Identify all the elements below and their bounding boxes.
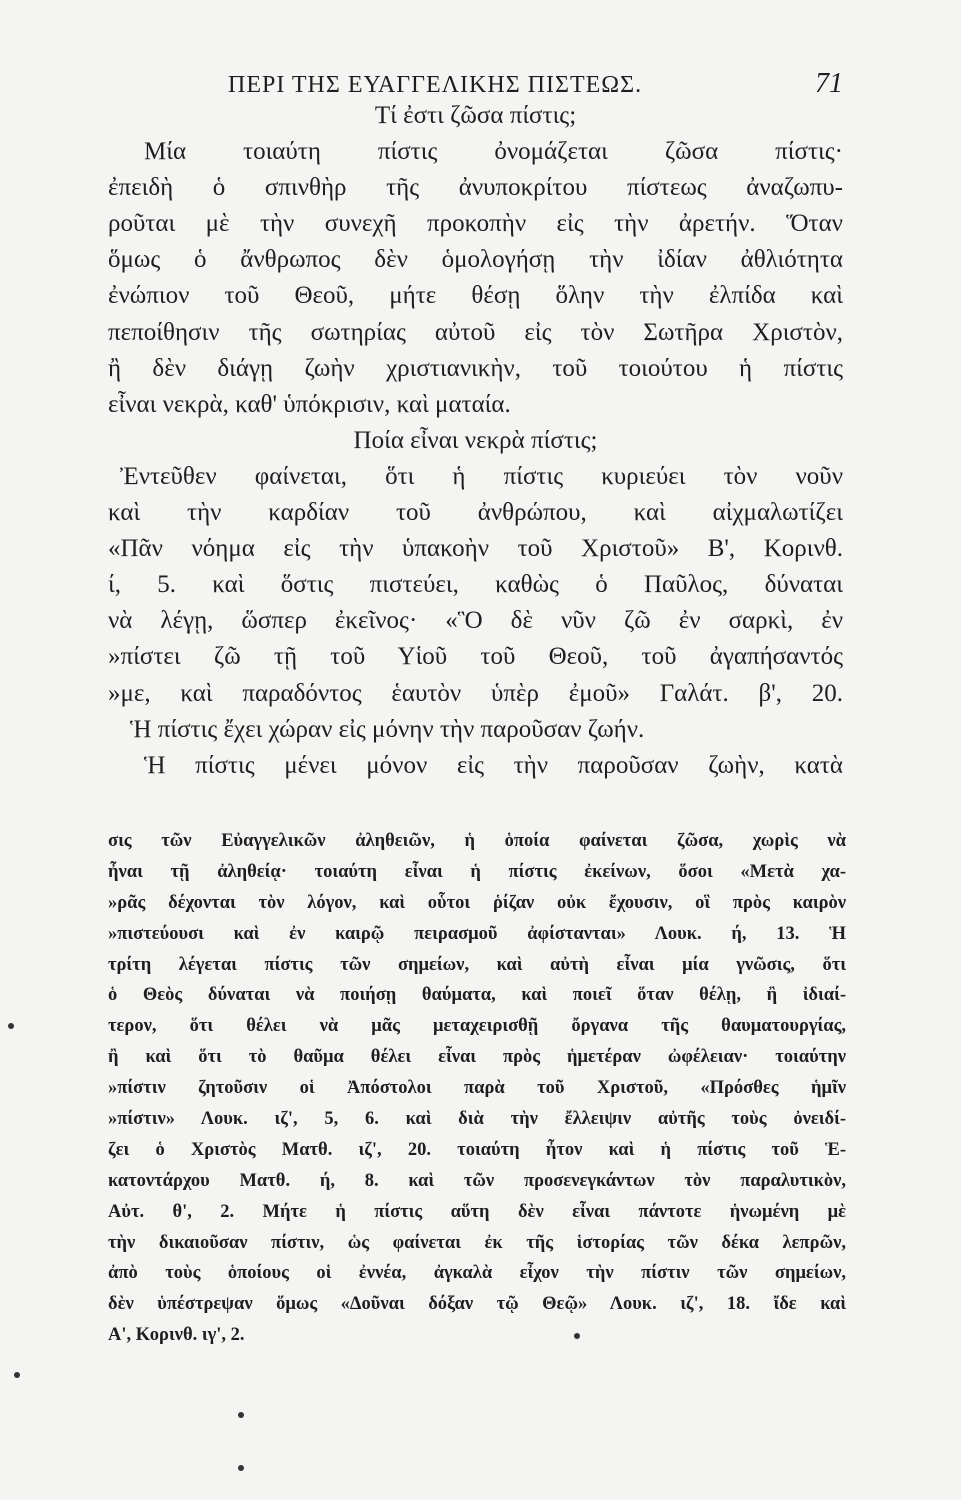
section-heading: Ἡ πίστις ἔχει χώραν εἰς μόνην τὴν παροῦσαν ζωήν. [130, 715, 645, 743]
footnote-line: τρίτη λέγεται πίστις τῶν σημείων, καὶ αὐτὴ εἶναι μία γνῶσις, ὅτι [108, 954, 846, 975]
text-line: Μία τοιαύτη πίστις ὀνομάζεται ζῶσα πίστις· [144, 138, 843, 166]
text-line: εἶναι νεκρὰ, καθ' ὑπόκρισιν, καὶ ματαία. [108, 390, 511, 418]
footnote-line: »πιστεύουσι καὶ ἐν καιρῷ πειρασμοῦ ἀφίστανται» Λουκ. ή, 13. Ἡ [108, 923, 846, 944]
main-text [108, 98, 843, 784]
footnote-line: σις τῶν Εὐαγγελικῶν ἀληθειῶν, ἡ ὁποία φαίνεται ζῶσα, χωρὶς νὰ [108, 831, 846, 851]
text-line: ροῦται μὲ τὴν συνεχῆ προκοπὴν εἰς τὴν ἀρετήν. Ὅταν [108, 210, 843, 238]
footnote-line: ὁ Θεὸς δύναται νὰ ποιήσῃ θαύματα, καὶ ποιεῖ ὅταν θέλῃ, ἢ ἰδιαί- [108, 985, 846, 1006]
text-line: καὶ τὴν καρδίαν τοῦ ἀνθρώπου, καὶ αἰχμαλωτίζει [108, 499, 843, 527]
footnote-line: »πίστιν» Λουκ. ιζ', 5, 6. καὶ διὰ τὴν ἔλλειψιν αὐτῆς τοὺς ὀνειδί- [108, 1109, 846, 1130]
text-line: ἢ δὲν διάγῃ ζωὴν χριστιανικὴν, τοῦ τοιούτου ἡ πίστις [108, 354, 843, 382]
footnote-line: ἦναι τῇ ἀληθείᾳ· τοιαύτη εἶναι ἡ πίστις ἐκείνων, ὅσοι «Μετὰ χα- [108, 861, 846, 882]
text-line: «Πᾶν νόημα εἰς τὴν ὑπακοὴν τοῦ Χριστοῦ» Β', Κορινθ. [108, 535, 843, 563]
text-line: ἐνώπιον τοῦ Θεοῦ, μήτε θέσῃ ὅλην τὴν ἐλπίδα καὶ [108, 282, 843, 310]
question-heading: Ποία εἶναι νεκρὰ πίστις; [353, 426, 598, 454]
ink-spot [8, 1023, 14, 1029]
text-line: »με, καὶ παραδόντος ἑαυτὸν ὑπὲρ ἐμοῦ» Γαλάτ. β', 20. [108, 679, 843, 707]
ink-spot [574, 1333, 580, 1339]
text-line: ί, 5. καὶ ὅστις πιστεύει, καθὼς ὁ Παῦλος, δύναται [108, 571, 843, 599]
footnote-line: Α', Κορινθ. ιγ', 2. [108, 1325, 245, 1346]
footnote-line: τερον, ὅτι θέλει νὰ μᾶς μεταχειρισθῇ ὄργανα τῆς θαυματουργίας, [108, 1016, 846, 1037]
text-line: ἐπειδὴ ὁ σπινθὴρ τῆς ἀνυποκρίτου πίστεως ἀναζωπυ- [108, 174, 843, 202]
running-head-title: ΠΕΡΙ ΤΗΣ ΕΥΑΓΓΕΛΙΚΗΣ ΠΙΣΤΕΩΣ. [228, 72, 643, 98]
ink-spot [238, 1412, 244, 1418]
ink-spot [238, 1465, 244, 1471]
footnote-line: »πίστιν ζητοῦσιν οἱ Ἀπόστολοι παρὰ τοῦ Χριστοῦ, «Πρόσθες ἡμῖν [108, 1078, 846, 1099]
question-heading: Τί ἐστι ζῶσα πίστις; [374, 102, 577, 129]
footnote-line: Αὐτ. θ', 2. Μήτε ἡ πίστις αὕτη δὲν εἶναι πάντοτε ἡνωμένη μὲ [108, 1201, 846, 1222]
text-line: Ἡ πίστις μένει μόνον εἰς τὴν παροῦσαν ζωὴν, κατὰ [144, 751, 843, 779]
text-line: »πίστει ζῶ τῇ τοῦ Υἱοῦ τοῦ Θεοῦ, τοῦ ἀγαπήσαντός [108, 643, 843, 671]
page-number: 71 [815, 68, 843, 99]
footnote-line: »ρᾶς δέχονται τὸν λόγον, καὶ οὗτοι ῥίζαν οὐκ ἔχουσιν, οἳ πρὸς καιρὸν [108, 892, 846, 913]
text-line: νὰ λέγῃ, ὥσπερ ἐκεῖνος· «Ὃ δὲ νῦν ζῶ ἐν σαρκὶ, ἐν [108, 607, 843, 635]
footnote-line: ἀπὸ τοὺς ὁποίους οἱ ἐννέα, ἀγκαλὰ εἶχον τὴν πίστιν τῶν σημείων, [108, 1263, 846, 1284]
footnote-line: δὲν ὑπέστρεψαν ὅμως «Δοῦναι δόξαν τῷ Θεῷ» Λουκ. ιζ', 18. ἴδε καὶ [108, 1294, 846, 1315]
footnote-line: ἢ καὶ ὅτι τὸ θαῦμα θέλει εἶναι πρὸς ἡμετέραν ὠφέλειαν· τοιαύτην [108, 1047, 846, 1068]
footnote-line: τὴν δικαιοῦσαν πίστιν, ὡς φαίνεται ἐκ τῆς ἱστορίας τῶν δέκα λεπρῶν, [108, 1232, 846, 1253]
text-line: ὅμως ὁ ἄνθρωπος δὲν ὁμολογήσῃ τὴν ἰδίαν ἀθλιότητα [108, 246, 843, 274]
ink-spot [14, 1372, 20, 1378]
text-line: Ἐντεῦθεν φαίνεται, ὅτι ἡ πίστις κυριεύει τὸν νοῦν [120, 462, 843, 490]
footnote-line: κατοντάρχου Ματθ. ή, 8. καὶ τῶν προσενεγκάντων τὸν παραλυτικὸν, [108, 1170, 846, 1191]
text-line: πεποίθησιν τῆς σωτηρίας αὐτοῦ εἰς τὸν Σωτῆρα Χριστὸν, [108, 318, 843, 346]
footnote-block [108, 826, 846, 1351]
footnote-line: ζει ὁ Χριστὸς Ματθ. ιζ', 20. τοιαύτη ἦτον καὶ ἡ πίστις τοῦ Ἑ- [108, 1139, 846, 1160]
